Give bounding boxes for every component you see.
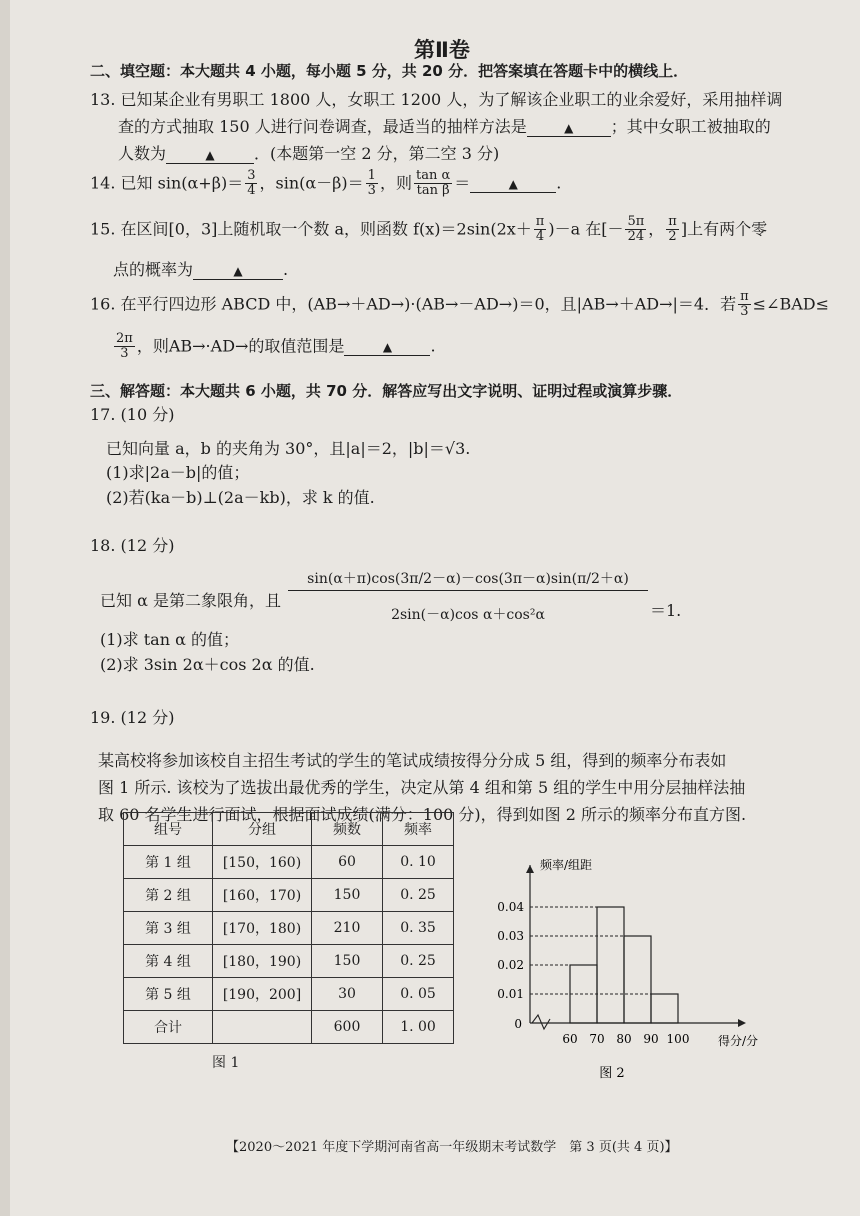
q16-text: ≤∠BAD≤: [752, 294, 830, 314]
q13-answer-blank-1[interactable]: [527, 117, 611, 137]
numerator: 2π: [116, 331, 133, 346]
x-tick-label: 70: [589, 1032, 605, 1046]
table-cell: 第 4 组: [124, 945, 213, 978]
y-tick-label: 0.02: [497, 958, 524, 972]
y-axis-arrow: [526, 865, 534, 873]
q13-text: ；其中女职工被抽取的: [610, 117, 771, 136]
table-cell: 第 3 组: [124, 912, 213, 945]
q16-fraction-2: [114, 332, 135, 362]
q18-number: 18. (12 分): [90, 536, 175, 555]
q15-line2: [113, 257, 288, 280]
numerator: tan α: [415, 168, 451, 183]
y-axis-label: 频率/组距: [540, 858, 593, 872]
table-cell: [160，170): [213, 879, 312, 912]
q16-text: ，则AB→·AD→的取值范围是: [136, 336, 345, 356]
table-header-cell: 分组: [213, 813, 312, 846]
q18-part2: (2)求 3sin 2α＋cos 2α 的值.: [100, 655, 315, 674]
q18-numerator: sin(α＋π)cos(3π/2－α)－cos(3π－α)sin(π/2＋α): [288, 568, 648, 591]
q16-answer-blank[interactable]: [344, 336, 430, 356]
q15-line1: [90, 215, 767, 245]
q15-fraction-1: [534, 215, 547, 245]
q13-text: 人数为: [118, 144, 167, 163]
table-header-cell: 频率: [383, 813, 454, 846]
q13-text: ．(本题第一空 2 分，第二空 3 分): [254, 144, 500, 163]
histogram-bar: [597, 907, 624, 1023]
q16-fraction-1: [738, 290, 751, 320]
histogram-bar: [651, 994, 678, 1023]
q13-line3: [118, 141, 499, 164]
table-cell: 合计: [124, 1011, 213, 1044]
q14-answer-blank[interactable]: [470, 173, 556, 193]
table-header-cell: 频数: [312, 813, 383, 846]
table-cell: 第 1 组: [124, 846, 213, 879]
table-cell: 0. 35: [383, 912, 454, 945]
table-cell: 150: [312, 945, 383, 978]
q15-text: 点的概率为: [113, 260, 194, 279]
frequency-histogram: [480, 845, 780, 1085]
axis-break: [532, 1015, 550, 1029]
y-tick-label: 0.01: [497, 987, 524, 1001]
table-cell: [150，160): [213, 846, 312, 879]
table-cell: 0. 25: [383, 945, 454, 978]
q13-text: 查的方式抽取 150 人进行问卷调查，最适当的抽样方法是: [118, 117, 527, 136]
table-cell: 0. 10: [383, 846, 454, 879]
q16-text: .: [430, 336, 436, 356]
q17-part2: (2)若(ka－b)⊥(2a－kb)，求 k 的值.: [106, 488, 375, 507]
q14-fraction-2: [366, 169, 378, 199]
q13-answer-blank-2[interactable]: [166, 144, 254, 164]
denominator: 3: [740, 304, 749, 320]
x-axis-label: 得分/分: [718, 1034, 759, 1048]
y-tick-label: 0.03: [497, 929, 524, 943]
q17-number: 17. (10 分): [90, 405, 175, 424]
denominator: 2: [668, 229, 677, 245]
denominator: 3: [120, 346, 129, 362]
numerator: π: [668, 214, 677, 229]
table-header-row: [124, 813, 454, 846]
page-spine-shadow: [0, 0, 10, 1216]
q18-stem: 已知 α 是第二象限角，且: [100, 591, 281, 610]
table-cell: [190，200]: [213, 978, 312, 1011]
x-tick-label: 60: [562, 1032, 578, 1046]
q14-fraction-3: [414, 169, 452, 199]
q14-text: .: [556, 173, 562, 193]
q13-line1: 13. 已知某企业有男职工 1800 人，女职工 1200 人，为了解该企业职工的业余爱好，采用抽样调: [90, 90, 783, 109]
section-title: 第Ⅱ卷: [414, 38, 470, 62]
table-cell: 第 2 组: [124, 879, 213, 912]
numerator: 1: [367, 168, 376, 183]
q15-text: .: [283, 260, 289, 279]
denominator: 3: [367, 183, 376, 199]
q15-text: 15. 在区间[0，3]上随机取一个数 a，则函数 f(x)＝2sin(2x＋: [90, 219, 532, 239]
triangle-mark: ▲: [233, 264, 243, 278]
table-row: [124, 978, 454, 1011]
figure1-caption: 图 1: [212, 1055, 240, 1071]
figure2-caption: 图 2: [599, 1066, 625, 1081]
q18-denominator: 2sin(－α)cos α＋cos²α: [391, 607, 545, 623]
q16-line1: [90, 290, 829, 320]
table-cell: 第 5 组: [124, 978, 213, 1011]
q17-stem: 已知向量 a，b 的夹角为 30°，且|a|＝2，|b|＝√3.: [106, 439, 471, 458]
q14-text: ，则: [379, 173, 412, 193]
table-row: [124, 879, 454, 912]
histogram-bar: [624, 936, 651, 1023]
triangle-mark: ▲: [205, 148, 215, 162]
q14-text: 14. 已知 sin(α+β)＝: [90, 173, 244, 193]
triangle-mark: ▲: [382, 340, 393, 355]
table-header-cell: 组号: [124, 813, 213, 846]
fill-in-heading: 二、填空题：本大题共 4 小题，每小题 5 分，共 20 分．把答案填在答题卡中的横线上．: [90, 62, 689, 80]
triangle-mark: ▲: [508, 177, 518, 192]
q15-text: )－a 在[－: [548, 219, 624, 239]
x-tick-label: 90: [643, 1032, 659, 1046]
origin-label: 0: [514, 1017, 522, 1031]
table-cell: [213, 1011, 312, 1044]
x-tick-label: 100: [666, 1032, 690, 1046]
q18-part1: (1)求 tan α 的值；: [100, 630, 240, 649]
q19-number: 19. (12 分): [90, 708, 175, 727]
table-row: [124, 1011, 454, 1044]
denominator: 24: [627, 229, 645, 245]
q14-fraction-1: [245, 169, 257, 199]
numerator: 5π: [627, 214, 645, 229]
table-cell: 60: [312, 846, 383, 879]
q16-text: 16. 在平行四边形 ABCD 中，(AB→＋AD→)·(AB→－AD→)＝0，且|AB→＋AD→|＝4．若: [90, 294, 737, 314]
numerator: 3: [247, 168, 256, 183]
table-cell: 600: [312, 1011, 383, 1044]
table-cell: 0. 25: [383, 879, 454, 912]
q13-line2: [118, 114, 771, 137]
table-cell: [170，180): [213, 912, 312, 945]
q14-text: ＝: [454, 173, 471, 193]
q15-text: ，: [648, 219, 665, 239]
x-axis-arrow: [738, 1019, 746, 1027]
y-tick-label: 0.04: [497, 900, 524, 914]
solution-heading: 三、解答题：本大题共 6 小题，共 70 分．解答应写出文字说明、证明过程或演算步骤．: [90, 382, 683, 400]
table-row: [124, 945, 454, 978]
frequency-table: [123, 812, 454, 1044]
denominator: tan β: [416, 183, 450, 199]
q15-text: ]上有两个零: [680, 219, 768, 239]
q16-line2: [112, 332, 436, 362]
x-tick-label: 80: [616, 1032, 632, 1046]
q14-text: ，sin(α－β)＝: [259, 173, 364, 193]
q19-line1: 某高校将参加该校自主招生考试的学生的笔试成绩按得分分成 5 组，得到的频率分布表如: [98, 751, 727, 770]
table-row: [124, 846, 454, 879]
table-row: [124, 912, 454, 945]
q17-part1: (1)求|2a－b|的值；: [106, 463, 250, 482]
table-cell: 30: [312, 978, 383, 1011]
table-cell: 210: [312, 912, 383, 945]
triangle-mark: ▲: [564, 121, 574, 135]
numerator: π: [535, 214, 545, 229]
denominator: 4: [247, 183, 256, 199]
denominator: 4: [535, 229, 545, 245]
table-cell: 1. 00: [383, 1011, 454, 1044]
table-cell: 150: [312, 879, 383, 912]
q15-fraction-3: [666, 215, 679, 245]
q19-line2: 图 1 所示. 该校为了选拔出最优秀的学生，决定从第 4 组和第 5 组的学生中用分层抽样法抽: [98, 778, 746, 797]
table-cell: 0. 05: [383, 978, 454, 1011]
numerator: π: [740, 289, 749, 304]
page-footer: 【2020～2021 年度下学期河南省高一年级期末考试数学 第 3 页(共 4 页)】: [226, 1140, 678, 1155]
q14-line: [90, 169, 561, 199]
q15-fraction-2: [625, 215, 646, 245]
q18-equals: ＝1.: [650, 601, 682, 620]
table-cell: [180，190): [213, 945, 312, 978]
q15-answer-blank[interactable]: [193, 260, 283, 280]
q19-line3: 取 60 名学生进行面试，根据面试成绩(满分：100 分)，得到如图 2 所示的频率分布直方图.: [98, 805, 747, 824]
